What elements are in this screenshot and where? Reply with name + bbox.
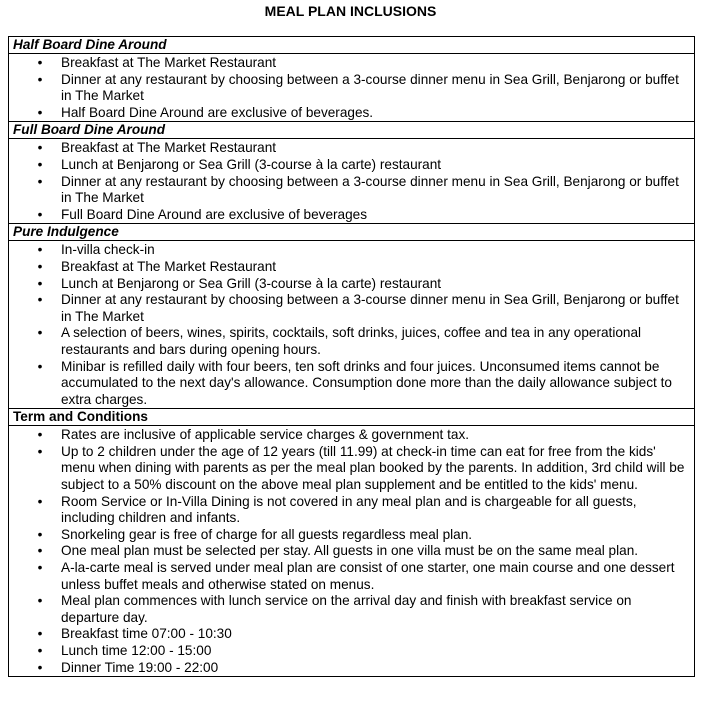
list-item: [9, 427, 694, 444]
item-text: Minibar is refilled daily with four beers, ten soft drinks and four juices. Unconsumed items cannot be accumulated to the next day's allowance. Consumption done more than the daily allowance subject to extra charges.: [61, 358, 672, 407]
list-item: [9, 292, 694, 325]
item-text: Up to 2 children under the age of 12 years (till 11.99) at check-in time can eat for free from the kids' menu when dining with parents as per the meal plan booked by the parents. In addition, 3rd child will be subject to a 50% discount on the above meal plan supplement and be entitled to the kids' menu.: [61, 443, 685, 493]
bullet-icon: •: [37, 258, 43, 274]
bullet-icon: •: [37, 643, 43, 658]
list-item: [9, 259, 694, 276]
bullet-icon: •: [37, 140, 43, 156]
bullet-icon: •: [37, 275, 43, 291]
item-text: Lunch time 12:00 - 15:00: [61, 643, 212, 658]
list-item: [9, 174, 694, 207]
section-full-board: [9, 121, 694, 223]
bullet-icon: •: [37, 493, 43, 509]
bullet-icon: •: [37, 560, 43, 576]
list-item: [9, 626, 694, 643]
item-text: A selection of beers, wines, spirits, cocktails, soft drinks, juices, coffee and tea in any operational restaurants and bars during opening hours.: [61, 325, 642, 357]
item-text: Dinner at any restaurant by choosing between a 3-course dinner menu in Sea Grill, Benjarong or buffet in The Market: [61, 71, 679, 104]
bullet-icon: •: [37, 443, 43, 459]
list-item: [9, 494, 694, 527]
item-text: Dinner at any restaurant by choosing between a 3-course dinner menu in Sea Grill, Benjarong or buffet in The Market: [61, 173, 679, 206]
list-item: [9, 207, 694, 224]
item-text: Full Board Dine Around are exclusive of beverages: [61, 206, 368, 222]
bullet-icon: •: [37, 104, 43, 120]
item-text: Dinner Time 19:00 - 22:00: [61, 659, 219, 675]
bullet-icon: •: [37, 526, 43, 542]
bullet-icon: •: [37, 55, 43, 70]
bullet-icon: •: [37, 206, 43, 222]
list-item: [9, 359, 694, 409]
bullet-icon: •: [37, 659, 43, 675]
item-list: [9, 139, 694, 223]
bullet-icon: •: [37, 626, 43, 642]
bullet-icon: •: [37, 325, 43, 341]
list-item: [9, 242, 694, 259]
list-item: [9, 157, 694, 174]
section-pure-indulgence: [9, 223, 694, 408]
bullet-icon: •: [37, 543, 43, 559]
item-text: Half Board Dine Around are exclusive of beverages.: [61, 104, 374, 120]
section-heading: Half Board Dine Around: [9, 37, 694, 54]
item-text: Breakfast at The Market Restaurant: [61, 140, 277, 156]
list-item: [9, 643, 694, 660]
bullet-icon: •: [37, 593, 43, 609]
item-list: [9, 241, 694, 408]
bullet-icon: •: [37, 173, 43, 189]
bullet-icon: •: [37, 156, 43, 172]
item-text: In-villa check-in: [61, 242, 155, 258]
bullet-icon: •: [37, 358, 43, 374]
list-item: [9, 55, 694, 72]
list-item: [9, 543, 694, 560]
bullet-icon: •: [37, 427, 43, 443]
item-text: Rates are inclusive of applicable service charges & government tax.: [61, 427, 470, 443]
page-title: MEAL PLAN INCLUSIONS: [264, 3, 437, 19]
list-item: [9, 527, 694, 544]
list-item: [9, 140, 694, 157]
list-item: [9, 444, 694, 494]
bullet-icon: •: [37, 71, 43, 87]
bullet-icon: •: [37, 242, 43, 258]
item-list: [9, 54, 694, 121]
section-heading: Pure Indulgence: [9, 224, 694, 241]
item-text: A-la-carte meal is served under meal plan are consist of one starter, one main course and one dessert unless buffet meals and otherwise stated on menus.: [61, 560, 675, 592]
item-text: One meal plan must be selected per stay. All guests in one villa must be on the same meal plan.: [61, 543, 639, 559]
item-text: Dinner at any restaurant by choosing between a 3-course dinner menu in Sea Grill, Benjarong or buffet in The Market: [61, 292, 679, 324]
bullet-icon: •: [37, 292, 43, 308]
list-item: [9, 560, 694, 593]
item-text: Breakfast at The Market Restaurant: [61, 258, 277, 274]
section-terms: [9, 408, 694, 676]
list-item: [9, 325, 694, 358]
item-text: Room Service or In-Villa Dining is not covered in any meal plan and is chargeable for all guests, including children and infants.: [61, 493, 637, 526]
list-item: [9, 276, 694, 293]
list-item: [9, 72, 694, 105]
section-heading: Full Board Dine Around: [9, 122, 694, 139]
item-text: Lunch at Benjarong or Sea Grill (3-course à la carte) restaurant: [61, 156, 442, 172]
item-text: Lunch at Benjarong or Sea Grill (3-course à la carte) restaurant: [61, 275, 442, 291]
item-text: Breakfast at The Market Restaurant: [61, 55, 277, 70]
list-item: [9, 105, 694, 122]
section-half-board: [9, 37, 694, 121]
item-text: Snorkeling gear is free of charge for all guests regardless meal plan.: [61, 526, 473, 542]
item-list: [9, 426, 694, 676]
meal-plan-table: [8, 36, 695, 677]
list-item: [9, 660, 694, 677]
item-text: Breakfast time 07:00 - 10:30: [61, 626, 232, 642]
list-item: [9, 593, 694, 626]
item-text: Meal plan commences with lunch service on the arrival day and finish with breakfast service on departure day.: [61, 593, 632, 625]
section-heading: Term and Conditions: [9, 409, 694, 426]
